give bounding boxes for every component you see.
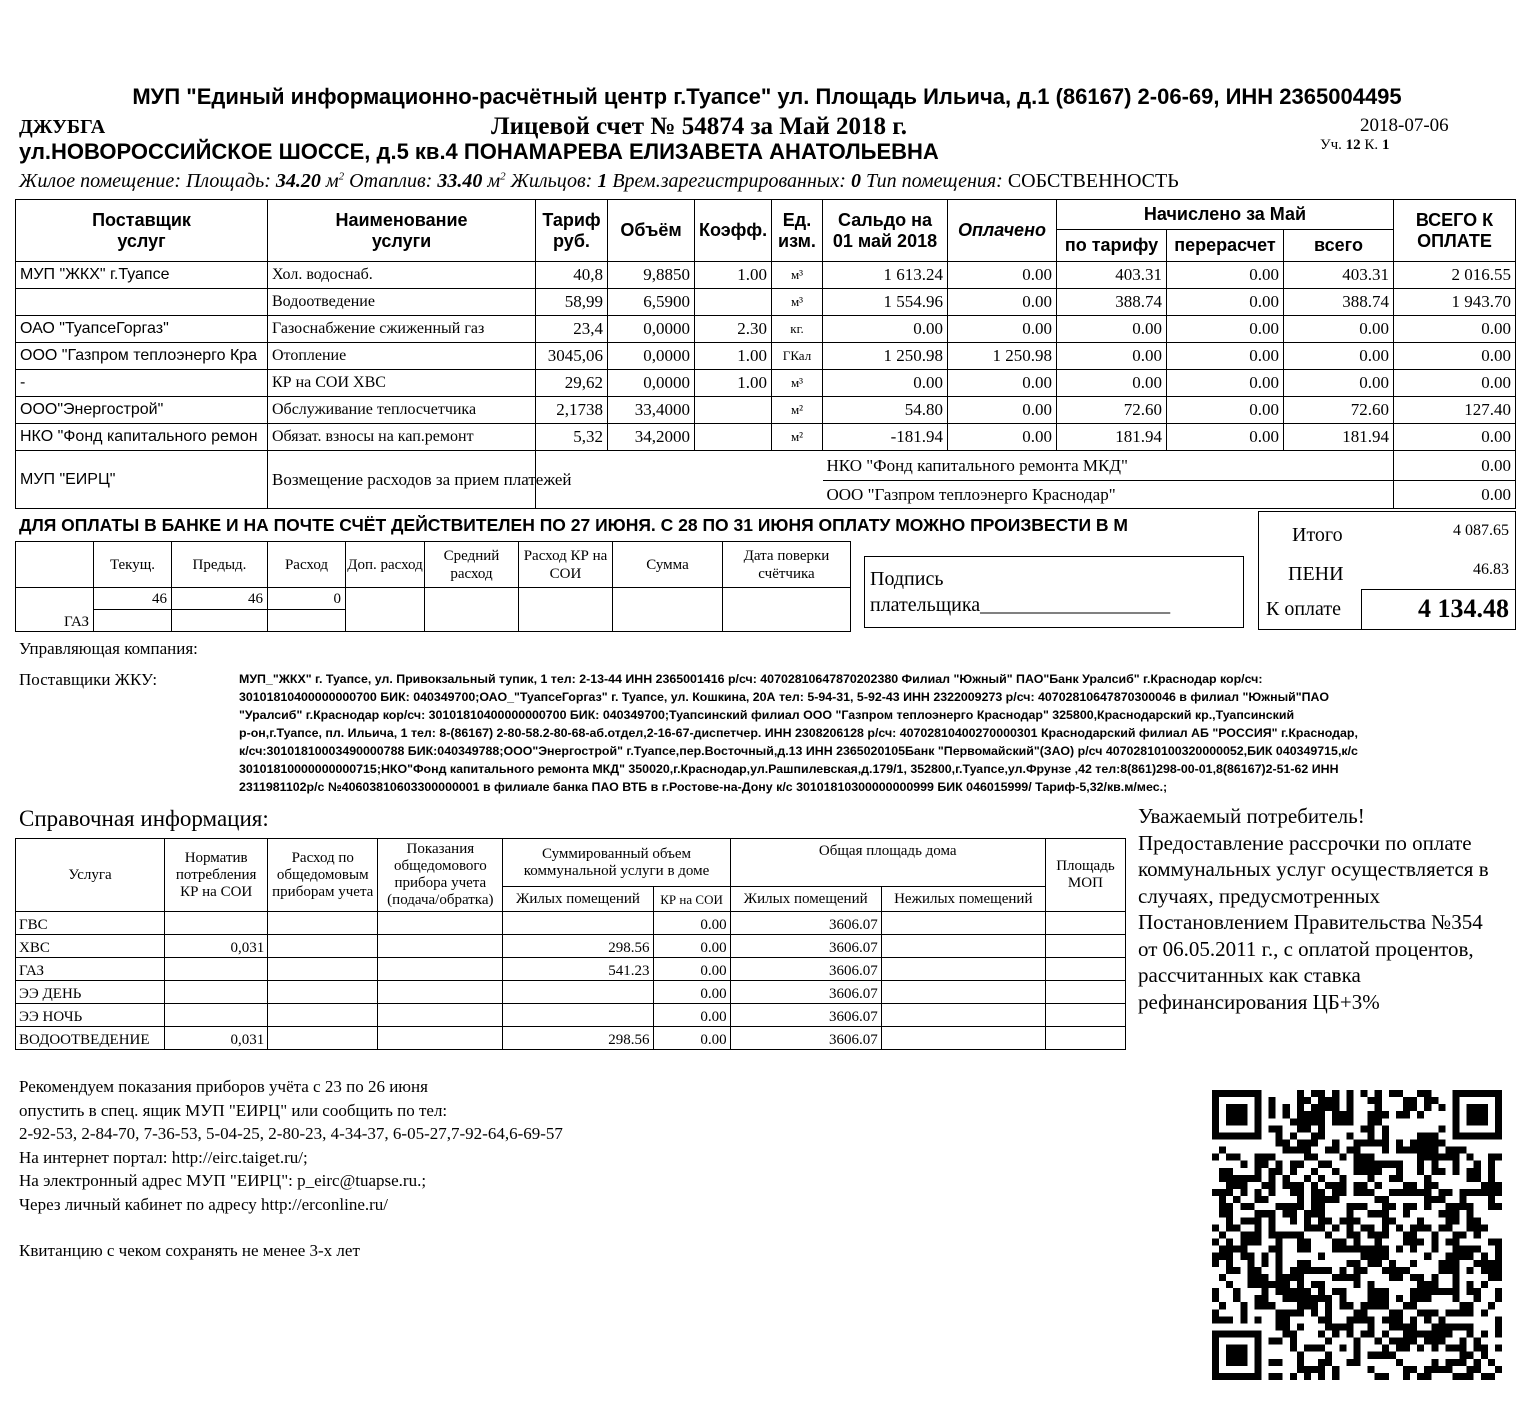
- charge-service: Водоотведение: [268, 289, 536, 316]
- charge-to-pay: 0.00: [1394, 343, 1516, 370]
- keep-receipt-note: Квитанцию с чеком сохранять не менее 3-х лет: [19, 1241, 360, 1260]
- installment-notice-line: Предоставление рассрочки по оплате: [1138, 830, 1472, 855]
- reference-empty-cell: [1045, 958, 1125, 981]
- signature-line: плательщика___________________: [870, 594, 1171, 616]
- charge-coef: [695, 424, 772, 451]
- charge-tariff: 5,32: [536, 424, 608, 451]
- temp-value: 0: [850, 170, 861, 192]
- reference-empty-cell: [1045, 981, 1125, 1004]
- col-paid: Оплачено: [948, 200, 1057, 262]
- col-accrued: Начислено за Май: [1057, 200, 1394, 230]
- installment-notice-line: Постановлением Правительства №354: [1138, 910, 1483, 934]
- charge-by-tariff: 0.00: [1057, 370, 1167, 397]
- installment-notice-line: рефинансирования ЦБ+3%: [1138, 989, 1380, 1014]
- charge-recalc: 0.00: [1167, 289, 1284, 316]
- suppliers-label: Поставщики ЖКУ:: [19, 670, 158, 689]
- reference-area: 3606.07: [730, 1027, 881, 1050]
- reference-area: 3606.07: [730, 1004, 881, 1027]
- charge-saldo: 1 613.24: [823, 262, 948, 289]
- supplier-detail-line: МУП_"ЖКХ" г. Туапсе, ул. Привокзальный тупик, 1 тел: 2-13-44 ИНН 2365001416 р/сч: 40702810647870202380 Филиал "Южный" ПАО"Банк Уралсиб" г.Краснодар кор/сч:: [239, 672, 1263, 686]
- residents-label: Жильцов:: [505, 170, 598, 192]
- meter-table: [15, 541, 851, 632]
- signature-box: [864, 556, 1244, 628]
- ref-col-area: Общая площадь дома: [730, 839, 1045, 887]
- installment-notice-line: Уважаемый потребитель!: [1138, 804, 1365, 828]
- charge-unit: ГКал: [772, 343, 823, 370]
- charge-saldo: 0.00: [823, 316, 948, 343]
- charge-volume: 34,2000: [608, 424, 695, 451]
- col-to-pay: ВСЕГО К ОПЛАТЕ: [1394, 200, 1516, 262]
- col-by-tariff: по тарифу: [1057, 230, 1167, 262]
- charge-supplier: ООО "Газпром теплоэнерго Кра: [16, 343, 268, 370]
- to-pay-label: К оплате: [1266, 598, 1341, 620]
- charge-tariff: 3045,06: [536, 343, 608, 370]
- charge-saldo: 1 554.96: [823, 289, 948, 316]
- supplier-detail-line: 30101810400000000700 БИК: 040349700;ОАО_"ТуапсеГоргаз" г. Туапсе, ул. Кошкина, 20А тел: 5-94-31, 5-92-43 ИНН 2322009273 р/сч: 40702810647870300046 в филиал "Южный"ПАО: [239, 690, 1329, 704]
- charge-service: Отопление: [268, 343, 536, 370]
- reference-kr: 0.00: [653, 1004, 730, 1027]
- uch-label: Уч.: [1320, 137, 1342, 153]
- reference-service: ЭЭ НОЧЬ: [16, 1004, 165, 1027]
- eirc-sub1-value: 0.00: [1394, 451, 1516, 481]
- charge-total: 0.00: [1284, 316, 1394, 343]
- ref-col-sum-vol: Суммированный объем коммунальной услуги в доме: [503, 839, 730, 887]
- itogo-label: Итого: [1292, 524, 1343, 546]
- col-service: Наименование услуги: [268, 200, 536, 262]
- charge-recalc: 0.00: [1167, 424, 1284, 451]
- reference-empty-cell: [1045, 1004, 1125, 1027]
- reference-empty-cell: [378, 935, 503, 958]
- meter-consumption: 0: [268, 588, 346, 610]
- charge-unit: м²: [772, 397, 823, 424]
- supplier-detail-line: 2311981102р/с №40603810603300000001 в филиале банка ПАО ВТБ в г.Ростове-на-Дону к/с 30101810300000000999 БИК 046015999/ Тариф-5,32/кв.м/мес.;: [239, 780, 1168, 794]
- eirc-sub1-name: НКО "Фонд капитального ремонта МКД": [823, 451, 1394, 481]
- reference-empty-cell: [378, 1027, 503, 1050]
- reference-empty-cell: [881, 935, 1045, 958]
- type-value: СОБСТВЕННОСТЬ: [1007, 170, 1179, 192]
- suppliers-details: [239, 670, 1358, 796]
- col-recalc: перерасчет: [1167, 230, 1284, 262]
- residents-value: 1: [597, 170, 608, 192]
- charge-recalc: 0.00: [1167, 397, 1284, 424]
- meter-previous: 46: [172, 588, 268, 610]
- reference-living: 541.23: [503, 958, 653, 981]
- area-unit: м: [325, 170, 339, 192]
- meter-col-verify-date: Дата поверки счётчика: [723, 542, 851, 588]
- charge-supplier: МУП "ЖКХ" г.Туапсе: [16, 262, 268, 289]
- address-owner: ул.НОВОРОССИЙСКОЕ ШОССЕ, д.5 кв.4 ПОНАМАРЕВА ЕЛИЗАВЕТА АНАТОЛЬЕВНА: [19, 139, 939, 164]
- reference-empty-cell: [378, 912, 503, 935]
- col-supplier: Поставщик услуг: [16, 200, 268, 262]
- charge-by-tariff: 403.31: [1057, 262, 1167, 289]
- reference-empty-cell: [1045, 935, 1125, 958]
- charge-coef: [695, 397, 772, 424]
- reference-kr: 0.00: [653, 981, 730, 1004]
- qr-code-icon: [1212, 1090, 1502, 1380]
- charge-tariff: 40,8: [536, 262, 608, 289]
- reference-area: 3606.07: [730, 912, 881, 935]
- reference-row: [16, 981, 1126, 1004]
- charge-unit: кг.: [772, 316, 823, 343]
- eirc-service: Возмещение расходов за прием платежей: [268, 451, 536, 509]
- ref-col-odpu-cons: Расход по общедомовым приборам учета: [268, 839, 378, 912]
- meter-col-average: Средний расход: [425, 542, 519, 588]
- charge-row: [16, 262, 1516, 289]
- charge-by-tariff: 0.00: [1057, 343, 1167, 370]
- charge-by-tariff: 181.94: [1057, 424, 1167, 451]
- charge-service: Обязат. взносы на кап.ремонт: [268, 424, 536, 451]
- meter-col-previous: Предыд.: [172, 542, 268, 588]
- charge-to-pay: 0.00: [1394, 424, 1516, 451]
- charge-tariff: 23,4: [536, 316, 608, 343]
- reference-norm: 0,031: [165, 1027, 268, 1050]
- supplier-detail-line: к/сч:30101810003490000788 БИК:040349788;ООО"Энергострой" г.Туапсе,пер.Восточный,д.13 ИНН 2365020105Банк "Первомайский"(ЗАО) р/сч 40702810100320000052,БИК 040349715,к/с: [239, 744, 1358, 758]
- charge-to-pay: 0.00: [1394, 370, 1516, 397]
- eirc-supplier: МУП "ЕИРЦ": [16, 451, 268, 509]
- reference-empty-cell: [268, 958, 378, 981]
- totals-box: [1258, 511, 1516, 630]
- charge-by-tariff: 72.60: [1057, 397, 1167, 424]
- supplier-detail-line: 30101810000000000715;НКО"Фонд капитального ремонта МКД" 350020,г.Краснодар,ул.Рашпилевская,д.179/1, 352800,г.Туапсе,ул.Фрунзе ,42 тел:8(861)298-00-01,8(86167)2-51-62 ИНН: [239, 762, 1339, 776]
- charge-volume: 9,8850: [608, 262, 695, 289]
- uch-value: 12: [1345, 137, 1361, 153]
- area-value: 34.20: [275, 170, 321, 192]
- charge-service: Хол. водоснаб.: [268, 262, 536, 289]
- recommendation-line: На интернет портал: http://eirc.taiget.ru/;: [19, 1147, 308, 1167]
- meter-current: 46: [94, 588, 172, 610]
- document-date: 2018-07-06: [1360, 115, 1449, 136]
- meter-col-consumption: Расход: [268, 542, 346, 588]
- eirc-sub2-value: 0.00: [1394, 481, 1516, 509]
- col-unit: Ед. изм.: [772, 200, 823, 262]
- installment-notice: [1138, 803, 1489, 1015]
- col-coef: Коэфф.: [695, 200, 772, 262]
- heated-label: Отаплив:: [344, 170, 438, 192]
- signature-label: Подпись: [870, 568, 944, 590]
- ref-col-area-nonliving: Нежилых помещений: [881, 887, 1045, 912]
- meter-col-current: Текущ.: [94, 542, 172, 588]
- charge-supplier: -: [16, 370, 268, 397]
- reference-service: ГАЗ: [16, 958, 165, 981]
- k-value: 1: [1381, 137, 1390, 153]
- recommendation-line: Рекомендуем показания приборов учёта с 23 по 26 июня: [19, 1077, 428, 1096]
- reference-empty-cell: [881, 1027, 1045, 1050]
- charge-supplier: [16, 289, 268, 316]
- reference-service: ГВС: [16, 912, 165, 935]
- charge-supplier: ООО"Энергострой": [16, 397, 268, 424]
- heated-value: 33.40: [437, 170, 483, 192]
- charge-recalc: 0.00: [1167, 370, 1284, 397]
- reference-empty-cell: [268, 1004, 378, 1027]
- charge-row: [16, 289, 1516, 316]
- premises-info: Жилое помещение: Площадь: 34.20 $м^2$ Отаплив: 33.40 $м^2$ Жильцов: 1 Врем.зарегистрированных: 0 Тип помещения: СОБСТВЕННОСТЬ: [19, 170, 1179, 192]
- eirc-sub2-name: ООО "Газпром теплоэнерго Краснодар": [823, 481, 1394, 509]
- charge-unit: м³: [772, 289, 823, 316]
- charge-volume: 0,0000: [608, 370, 695, 397]
- reference-area: 3606.07: [730, 935, 881, 958]
- charge-row: [16, 424, 1516, 451]
- reference-empty-cell: [881, 1004, 1045, 1027]
- charge-volume: 33,4000: [608, 397, 695, 424]
- reference-norm: [165, 981, 268, 1004]
- reference-norm: 0,031: [165, 935, 268, 958]
- charge-paid: 0.00: [948, 262, 1057, 289]
- installment-notice-line: от 06.05.2011 г., с оплатой процентов,: [1138, 936, 1474, 961]
- charge-row: [16, 397, 1516, 424]
- reference-row: [16, 1004, 1126, 1027]
- reference-service: ВОДООТВЕДЕНИЕ: [16, 1027, 165, 1050]
- charge-to-pay: 1 943.70: [1394, 289, 1516, 316]
- meter-reading-recommendations: [19, 1075, 563, 1216]
- ref-col-service: Услуга: [16, 839, 165, 912]
- charge-recalc: 0.00: [1167, 343, 1284, 370]
- ref-col-area-living: Жилых помещений: [730, 887, 881, 912]
- charge-row: [16, 316, 1516, 343]
- charge-paid: 1 250.98: [948, 343, 1057, 370]
- reference-empty-cell: [1045, 1027, 1125, 1050]
- ref-col-odpu-read: Показания общедомового прибора учета (подача/обратка): [378, 839, 503, 912]
- col-total: всего: [1284, 230, 1394, 262]
- reference-norm: [165, 1004, 268, 1027]
- charge-paid: 0.00: [948, 424, 1057, 451]
- charge-service: Обслуживание теплосчетчика: [268, 397, 536, 424]
- reference-empty-cell: [881, 912, 1045, 935]
- reference-empty-cell: [1045, 912, 1125, 935]
- type-label: Тип помещения:: [860, 170, 1008, 192]
- reference-row: [16, 958, 1126, 981]
- ref-col-norm: Норматив потребления КР на СОИ: [165, 839, 268, 912]
- charge-to-pay: 127.40: [1394, 397, 1516, 424]
- reference-service: ЭЭ ДЕНЬ: [16, 981, 165, 1004]
- reference-living: 298.56: [503, 1027, 653, 1050]
- reference-service: ХВС: [16, 935, 165, 958]
- ref-col-living: Жилых помещений: [503, 887, 653, 912]
- reference-living: [503, 1004, 653, 1027]
- charge-saldo: 54.80: [823, 397, 948, 424]
- recommendation-line: Через личный кабинет по адресу http://erconline.ru/: [19, 1194, 389, 1214]
- reference-area: 3606.07: [730, 981, 881, 1004]
- heated-unit: м: [487, 170, 501, 192]
- organization-header: МУП "Единый информационно-расчётный центр г.Туапсе" ул. Площадь Ильича, д.1 (86167) 2-06-69, ИНН 2365004495: [132, 84, 1402, 109]
- charge-supplier: НКО "Фонд капитального ремон: [16, 424, 268, 451]
- installment-notice-line: коммунальных услуг осуществляется в: [1138, 857, 1489, 881]
- recommendation-line: На электронный адрес МУП "ЕИРЦ": p_eirc@tuapse.ru.;: [19, 1171, 427, 1190]
- reference-empty-cell: [378, 981, 503, 1004]
- supplier-detail-line: р-он,г.Туапсе, пл. Ильича, 1 тел: 8-(86167) 2-80-58.2-80-68-аб.отдел,2-16-67-диспетчер. ИНН 2308206128 р/сч: 40702810400270000301 Краснодарский филиал АБ "РОССИЯ" г.Краснодар,: [239, 726, 1358, 740]
- charge-by-tariff: 0.00: [1057, 316, 1167, 343]
- reference-empty-cell: [881, 958, 1045, 981]
- installment-notice-line: случаях, предусмотренных: [1138, 883, 1380, 908]
- reference-kr: 0.00: [653, 912, 730, 935]
- recommendation-line: 2-92-53, 2-84-70, 7-36-53, 5-04-25, 2-80-23, 4-34-37, 6-05-27,7-92-64,6-69-57: [19, 1124, 563, 1143]
- reference-empty-cell: [268, 935, 378, 958]
- meter-row-label: ГАЗ: [16, 588, 94, 632]
- installment-notice-line: рассчитанных как ставка: [1138, 963, 1361, 987]
- supplier-detail-line: "Уралсиб" г.Краснодар кор/сч: 30101810400000000700 БИК: 040349700;Туапсинский филиал ООО "Газпром теплоэнерго Краснодар" 325800,Краснодарский кр.,Туапсинский: [239, 708, 1295, 722]
- charge-volume: 0,0000: [608, 316, 695, 343]
- peni-value: 46.83: [1473, 561, 1509, 578]
- charges-table: [15, 199, 1516, 509]
- ref-col-kr-soi: КР на СОИ: [653, 887, 730, 912]
- reference-row: [16, 912, 1126, 935]
- k-label: К.: [1364, 137, 1379, 153]
- itogo-value: 4 087.65: [1453, 522, 1509, 539]
- charge-row: [16, 343, 1516, 370]
- reference-kr: 0.00: [653, 958, 730, 981]
- recommendation-line: опустить в спец. ящик МУП "ЕИРЦ" или сообщить по тел:: [19, 1100, 448, 1120]
- charge-unit: м²: [772, 424, 823, 451]
- charge-paid: 0.00: [948, 397, 1057, 424]
- charge-paid: 0.00: [948, 370, 1057, 397]
- charge-unit: м³: [772, 370, 823, 397]
- meter-col-kr-soi: Расход КР на СОИ: [519, 542, 613, 588]
- charge-volume: 0,0000: [608, 343, 695, 370]
- reference-empty-cell: [268, 912, 378, 935]
- charge-supplier: ОАО "ТуапсеГоргаз": [16, 316, 268, 343]
- col-tariff: Тариф руб.: [536, 200, 608, 262]
- charge-by-tariff: 388.74: [1057, 289, 1167, 316]
- col-saldo: Сальдо на 01 май 2018: [823, 200, 948, 262]
- charge-saldo: 0.00: [823, 370, 948, 397]
- to-pay-value: 4 134.48: [1418, 594, 1509, 623]
- col-volume: Объём: [608, 200, 695, 262]
- reference-kr: 0.00: [653, 935, 730, 958]
- uch-k-info: [1320, 137, 1389, 154]
- charge-service: Газоснабжение сжиженный газ: [268, 316, 536, 343]
- charge-paid: 0.00: [948, 289, 1057, 316]
- charge-total: 72.60: [1284, 397, 1394, 424]
- charge-volume: 6,5900: [608, 289, 695, 316]
- meter-col-extra: Доп. расход: [346, 542, 425, 588]
- reference-norm: [165, 912, 268, 935]
- charge-to-pay: 0.00: [1394, 316, 1516, 343]
- charge-tariff: 58,99: [536, 289, 608, 316]
- temp-label: Врем.зарегистрированных:: [607, 170, 851, 192]
- meter-col-sum: Сумма: [613, 542, 723, 588]
- reference-row: [16, 935, 1126, 958]
- charge-total: 0.00: [1284, 370, 1394, 397]
- charge-recalc: 0.00: [1167, 316, 1284, 343]
- management-label: Управляющая компания:: [19, 639, 198, 658]
- reference-empty-cell: [378, 958, 503, 981]
- reference-living: [503, 981, 653, 1004]
- charge-total: 0.00: [1284, 343, 1394, 370]
- charge-coef: 1.00: [695, 370, 772, 397]
- charge-coef: 2.30: [695, 316, 772, 343]
- account-title: Лицевой счет № 54874 за Май 2018 г.: [491, 113, 908, 140]
- charge-saldo: -181.94: [823, 424, 948, 451]
- reference-empty-cell: [378, 1004, 503, 1027]
- reference-living: 298.56: [503, 935, 653, 958]
- reference-title: Справочная информация:: [19, 806, 269, 831]
- charge-tariff: 29,62: [536, 370, 608, 397]
- peni-label: ПЕНИ: [1288, 563, 1344, 585]
- charge-coef: 1.00: [695, 343, 772, 370]
- reference-living: [503, 912, 653, 935]
- charge-coef: 1.00: [695, 262, 772, 289]
- area-label: Жилое помещение: Площадь:: [19, 170, 276, 192]
- ref-col-mop: Площадь МОП: [1045, 839, 1125, 912]
- reference-table: [15, 838, 1126, 1050]
- reference-empty-cell: [268, 981, 378, 1004]
- charge-total: 388.74: [1284, 289, 1394, 316]
- reference-norm: [165, 958, 268, 981]
- reference-empty-cell: [881, 981, 1045, 1004]
- charge-tariff: 2,1738: [536, 397, 608, 424]
- town-name: ДЖУБГА: [19, 116, 106, 138]
- charge-row: [16, 370, 1516, 397]
- charge-recalc: 0.00: [1167, 262, 1284, 289]
- charge-unit: м³: [772, 262, 823, 289]
- charge-coef: [695, 289, 772, 316]
- charge-saldo: 1 250.98: [823, 343, 948, 370]
- charge-paid: 0.00: [948, 316, 1057, 343]
- charge-service: КР на СОИ ХВС: [268, 370, 536, 397]
- reference-row: [16, 1027, 1126, 1050]
- reference-empty-cell: [268, 1027, 378, 1050]
- payment-notice: ДЛЯ ОПЛАТЫ В БАНКЕ И НА ПОЧТЕ СЧЁТ ДЕЙСТВИТЕЛЕН ПО 27 ИЮНЯ. С 28 ПО 31 ИЮНЯ ОПЛАТУ МОЖНО ПРОИЗВЕСТИ В М: [19, 515, 1129, 535]
- reference-area: 3606.07: [730, 958, 881, 981]
- charge-total: 181.94: [1284, 424, 1394, 451]
- reference-kr: 0.00: [653, 1027, 730, 1050]
- charge-to-pay: 2 016.55: [1394, 262, 1516, 289]
- charge-total: 403.31: [1284, 262, 1394, 289]
